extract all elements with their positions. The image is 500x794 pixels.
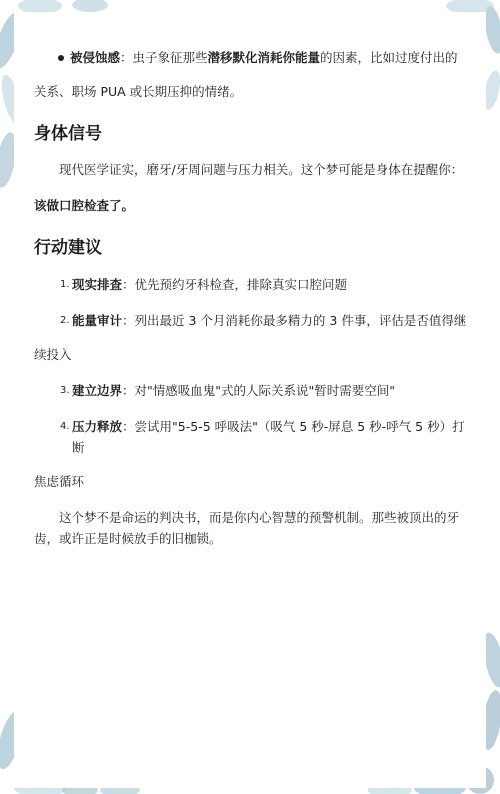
action-item-text: ：优先预约牙科检查，排除真实口腔问题 [122,277,348,292]
bullet-dot-icon [58,55,64,61]
action-item-number: 2. [60,315,70,326]
bullet-text-b: 的因素，比如过度付出的 [320,50,458,65]
action-item-term: 能量审计 [72,313,123,328]
bullet-text-a: ：虫子象征那些 [120,50,208,65]
action-item-3 [34,380,474,401]
action-item-4-continuation: 焦虑循环 [34,474,85,489]
closing-paragraph [34,507,474,549]
action-item-term: 压力释放 [72,419,123,434]
action-item-2 [34,310,474,331]
section-title-action: 行动建议 [34,238,102,258]
closing-line-2: 齿，或许正是时候放手的旧枷锁。 [34,531,222,546]
action-item-1 [34,274,474,295]
action-item-number: 1. [60,279,70,290]
action-item-2-continuation: 续投入 [34,347,72,362]
action-item-text: ：对"情感吸血鬼"式的人际关系说"暂时需要空间" [122,383,396,398]
action-item-number: 3. [60,385,70,396]
action-item-number: 4. [60,421,70,432]
action-item-4 [34,416,474,458]
body-signal-bold-line: 该做口腔检查了。 [34,198,135,213]
section-title-body-signal: 身体信号 [34,124,102,144]
action-item-text: ：列出最近 3 个月消耗你最多精力的 3 件事，评估是否值得继 [122,313,467,328]
closing-line-1: 这个梦不是命运的判决书，而是你内心智慧的预警机制。那些被顶出的牙 [59,510,460,525]
action-item-term: 建立边界 [72,383,123,398]
action-item-text: ：尝试用"5-5-5 呼吸法"（吸气 5 秒-屏息 5 秒-呼气 5 秒）打断 [72,419,465,455]
bullet-bold-text: 潜移默化消耗你能量 [207,50,321,65]
bullet-term: 被侵蚀感 [70,50,121,65]
article-content [34,30,474,549]
action-item-term: 现实排查 [72,277,123,292]
bullet-item-erosion [34,47,474,68]
body-signal-paragraph: 现代医学证实，磨牙/牙周问题与压力相关。这个梦可能是身体在提醒你： [59,162,464,177]
bullet-continuation: 关系、职场 PUA 或长期压抑的情绪。 [34,84,243,99]
